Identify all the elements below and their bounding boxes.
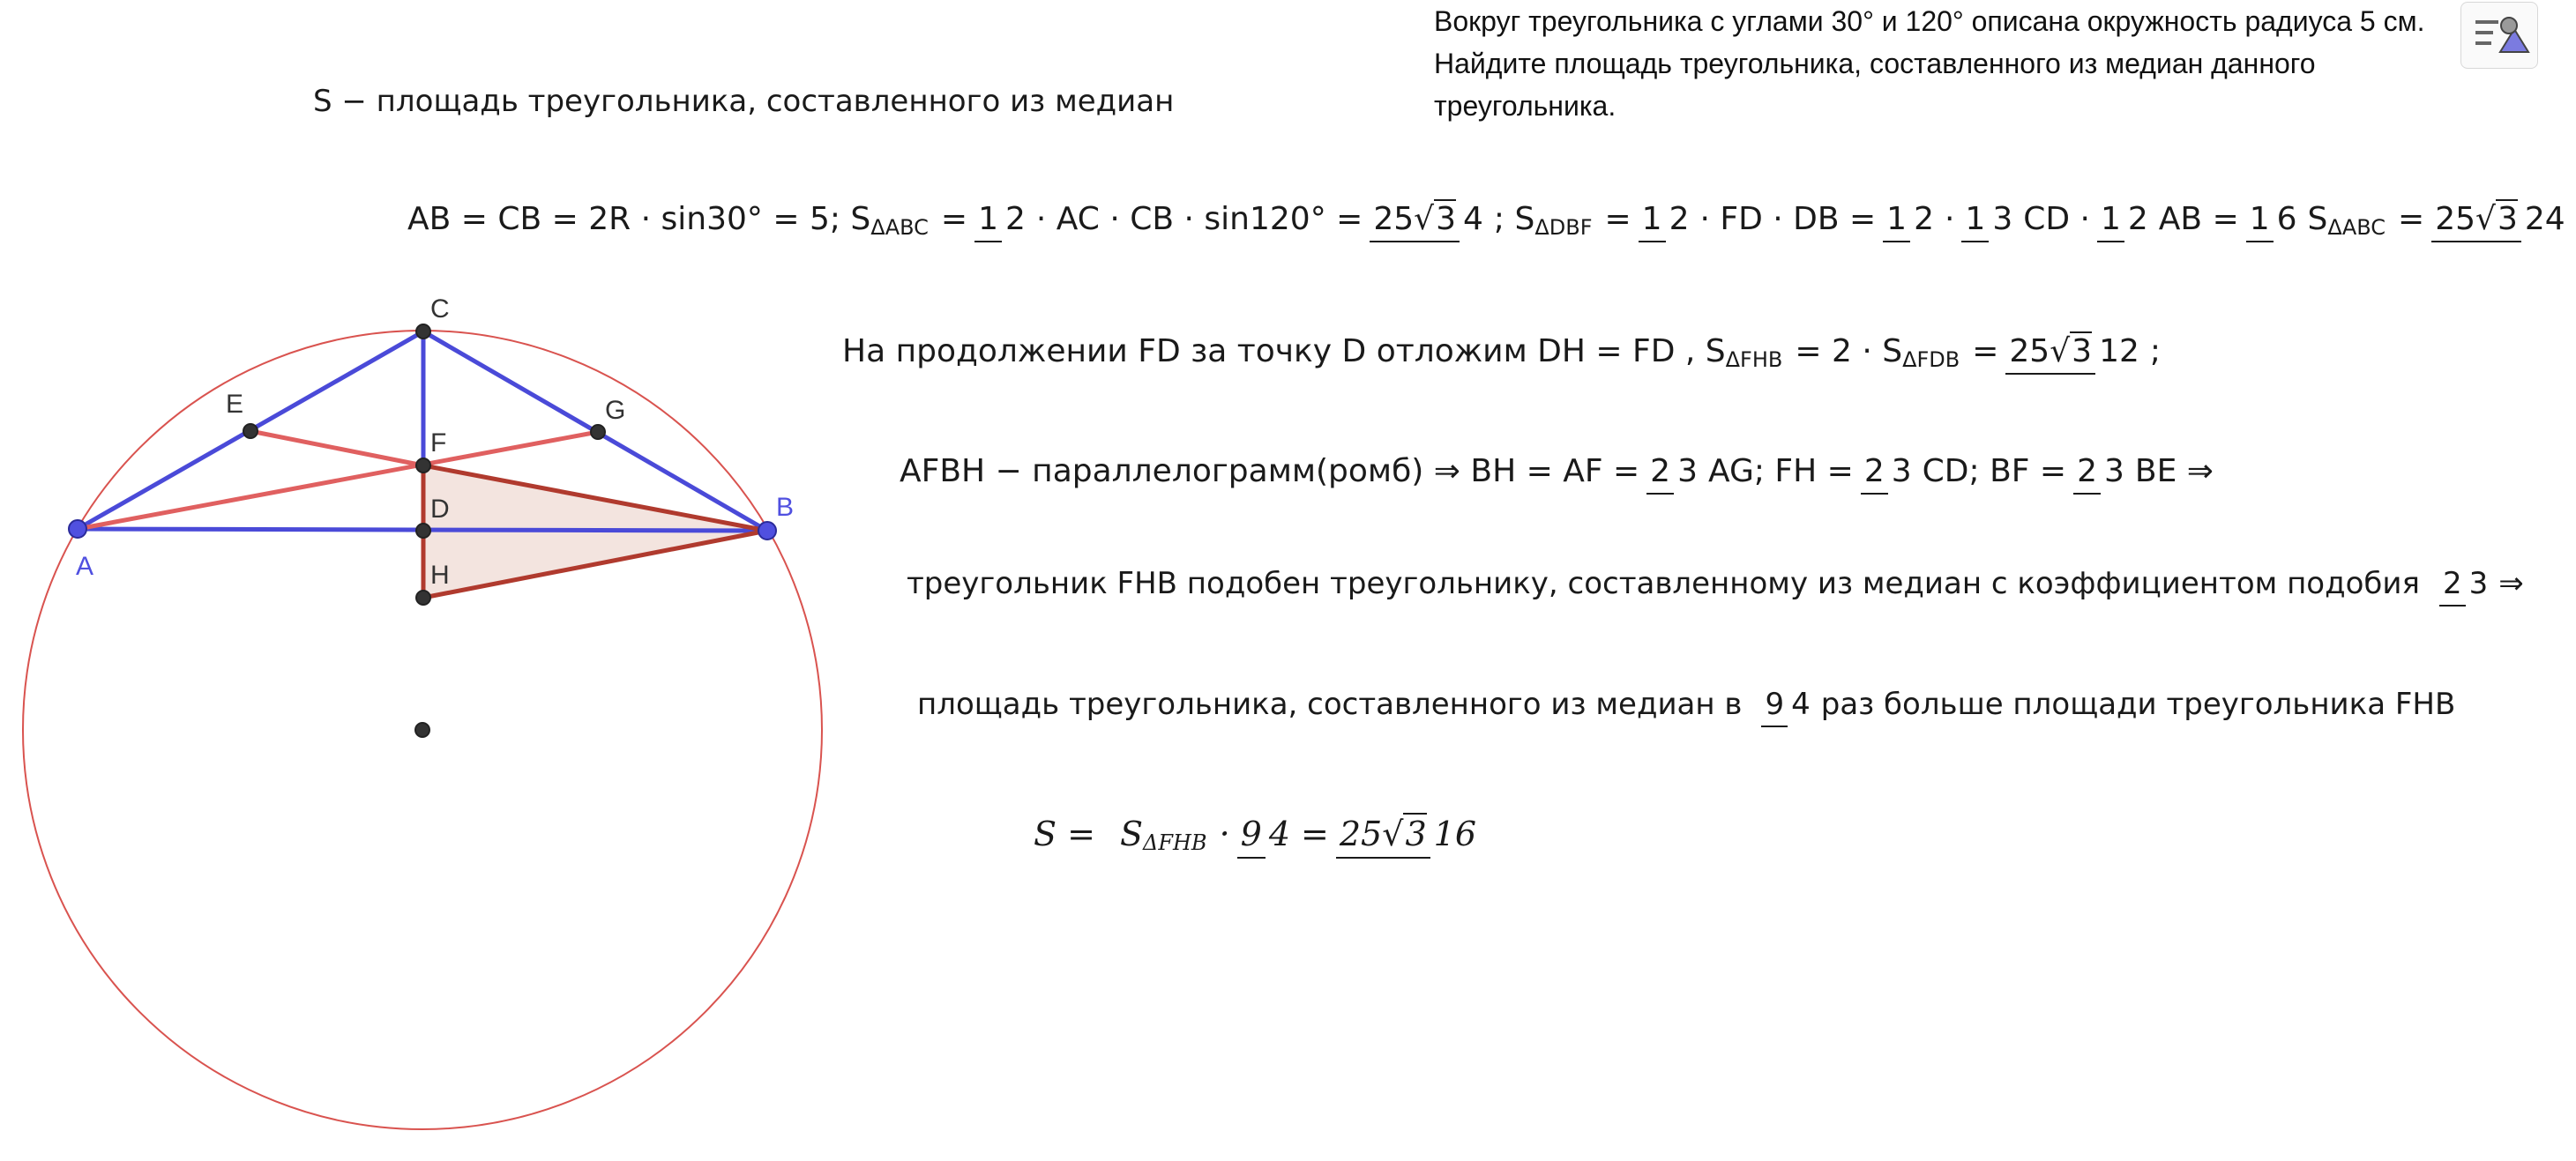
point-c[interactable]: [416, 324, 430, 339]
median-be-part: [250, 431, 423, 465]
fraction: 2 3: [2439, 566, 2491, 601]
label-c: C: [430, 294, 450, 324]
fraction: 9 4: [1237, 815, 1294, 853]
fraction: 1 2: [1883, 201, 1938, 237]
label-e: E: [226, 390, 244, 419]
geometry-diagram: [0, 0, 847, 1161]
problem-line-2: Найдите площадь треугольника, составленного из медиан данного: [1434, 48, 2316, 79]
formula-line-3: AFBH − параллелограмм(ромб) ⇒ BH = AF = 2 3 AG; FH = 2 3 CD; BF = 2 3 BE ⇒: [900, 425, 2214, 517]
label-h: H: [430, 561, 450, 590]
style-bar-menu-icon: [2461, 3, 2539, 70]
formula-line-2: На продолжении FD за точку D отложим DH = FD , S ΔFHB = 2 · S ΔFDB = 25√3 12 ;: [842, 305, 2161, 397]
fraction: 1 6: [2246, 201, 2301, 237]
formula-line-5: площадь треугольника, составленного из медиан в 9 4 раз больше площади треугольника FHB: [917, 659, 2455, 750]
fraction: 2 3: [1646, 453, 1701, 489]
problem-line-3: треугольника.: [1434, 90, 1617, 122]
fraction: 1 2: [974, 201, 1029, 237]
point-g[interactable]: [591, 425, 605, 439]
formula-line-4: треугольник FHB подобен треугольнику, составленному из медиан с коэффициентом подобия 2 3 ⇒: [907, 538, 2524, 629]
fraction: 25√3 24: [2431, 201, 2568, 237]
label-d: D: [430, 495, 450, 524]
point-b[interactable]: [758, 522, 776, 540]
fraction: 2 3: [1861, 453, 1915, 489]
fraction: 2 3: [2073, 453, 2128, 489]
fraction: 1 2: [1639, 201, 1693, 237]
problem-line-1: Вокруг треугольника с углами 30° и 120° описана окружность радиуса 5 см.: [1434, 5, 2425, 37]
fraction: 25√3 4: [1370, 201, 1487, 237]
point-a[interactable]: [69, 520, 86, 538]
s-definition: S − площадь треугольника, составленного из медиан: [313, 84, 1175, 119]
point-h[interactable]: [416, 591, 430, 605]
formula-line-1: AB = CB = 2R · sin30° = 5; S ΔABC = 1 2 · AC · CB · sin120° = 25√3 4 ; S ΔDBF = 1 2 · FD · DB = 1 2 · 1 3 CD · 1 2 AB = 1 6 S ΔABC = 25√3 24: [407, 171, 2576, 266]
label-a: A: [76, 552, 94, 581]
point-d[interactable]: [416, 524, 430, 538]
label-g: G: [605, 396, 626, 425]
formula-line-6: S = S ΔFHB · 9 4 = 25√3 16: [1034, 786, 1487, 882]
fraction: 1 2: [2097, 201, 2152, 237]
label-f: F: [430, 428, 447, 458]
point-f[interactable]: [416, 458, 430, 473]
style-bar-menu-button[interactable]: [2460, 2, 2538, 69]
circle-center-point[interactable]: [415, 723, 429, 737]
label-b: B: [776, 493, 795, 522]
fraction: 1 3: [1961, 201, 2016, 237]
point-e[interactable]: [243, 424, 258, 438]
fraction: 25√3 16: [1336, 815, 1480, 853]
fraction: 25√3 12: [2005, 333, 2142, 369]
problem-statement: [1434, 0, 2424, 127]
fraction: 9 4: [1761, 687, 1813, 722]
